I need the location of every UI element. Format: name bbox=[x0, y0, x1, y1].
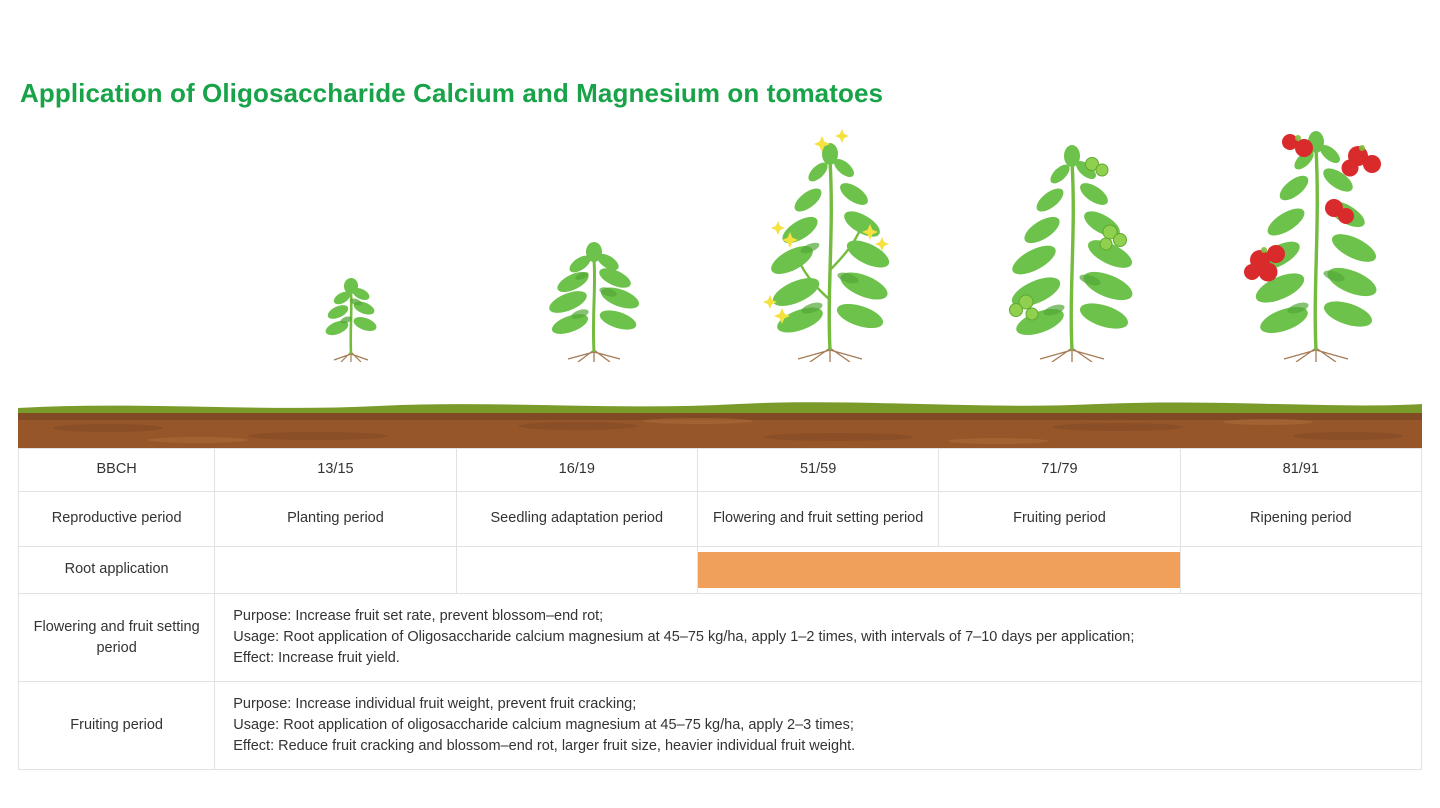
root-cell-2 bbox=[456, 547, 697, 594]
growth-illustration bbox=[18, 140, 1422, 448]
flowering-effect: Effect: Increase fruit yield. bbox=[233, 650, 400, 667]
plant-stage-row bbox=[18, 140, 1422, 400]
flowering-usage: Usage: Root application of Oligosaccharide calcium magnesium at 45–75 kg/ha, apply 1–2 times, with intervals of 7–10 days per application; bbox=[233, 629, 1135, 646]
root-cell-1 bbox=[215, 547, 456, 594]
table-row-flowering-details bbox=[19, 594, 1422, 682]
fruiting-details-cell bbox=[215, 682, 1422, 770]
repro-cell-3: Flowering and fruit setting period bbox=[697, 492, 938, 547]
row-label-root-application: Root application bbox=[19, 547, 215, 594]
bbch-cell-3: 51/59 bbox=[697, 449, 938, 492]
row-label-flowering: Flowering and fruit setting period bbox=[19, 594, 215, 682]
fruiting-usage: Usage: Root application of oligosaccharide calcium magnesium at 45–75 kg/ha, apply 2–3 times; bbox=[233, 717, 854, 734]
bbch-cell-2: 16/19 bbox=[456, 449, 697, 492]
root-application-bar bbox=[697, 547, 1180, 594]
table-row-fruiting-details bbox=[19, 682, 1422, 770]
repro-cell-5: Ripening period bbox=[1180, 492, 1421, 547]
bbch-cell-1: 13/15 bbox=[215, 449, 456, 492]
flowering-purpose: Purpose: Increase fruit set rate, prevent blossom–end rot; bbox=[233, 608, 604, 624]
plant-stage-1-seedling-small bbox=[286, 232, 416, 362]
bbch-cell-5: 81/91 bbox=[1180, 449, 1421, 492]
plant-stage-4-fruiting bbox=[970, 124, 1174, 362]
root-application-bar-fill bbox=[698, 552, 1180, 588]
flowering-details-cell bbox=[215, 594, 1422, 682]
table-row-bbch bbox=[19, 449, 1422, 492]
plant-stage-2-seedling-young bbox=[514, 202, 674, 362]
fruiting-purpose: Purpose: Increase individual fruit weight, prevent fruit cracking; bbox=[233, 696, 637, 713]
fruiting-effect: Effect: Reduce fruit cracking and blossom–end rot, larger fruit size, heavier individual fruit weight. bbox=[233, 738, 856, 755]
repro-cell-2: Seedling adaptation period bbox=[456, 492, 697, 547]
plant-stage-5-ripening bbox=[1212, 112, 1420, 362]
repro-cell-4: Fruiting period bbox=[939, 492, 1180, 547]
root-cell-5 bbox=[1180, 547, 1421, 594]
row-label-reproductive: Reproductive period bbox=[19, 492, 215, 547]
table-row-reproductive-period bbox=[19, 492, 1422, 547]
row-label-bbch: BBCH bbox=[19, 449, 215, 492]
table-row-root-application bbox=[19, 547, 1422, 594]
stage-program-table bbox=[18, 448, 1422, 770]
page-title: Application of Oligosaccharide Calcium and Magnesium on tomatoes bbox=[20, 78, 884, 108]
plant-stage-3-flowering bbox=[730, 120, 930, 362]
soil-ground-graphic bbox=[18, 396, 1422, 448]
bbch-cell-4: 71/79 bbox=[939, 449, 1180, 492]
repro-cell-1: Planting period bbox=[215, 492, 456, 547]
row-label-fruiting: Fruiting period bbox=[19, 682, 215, 770]
